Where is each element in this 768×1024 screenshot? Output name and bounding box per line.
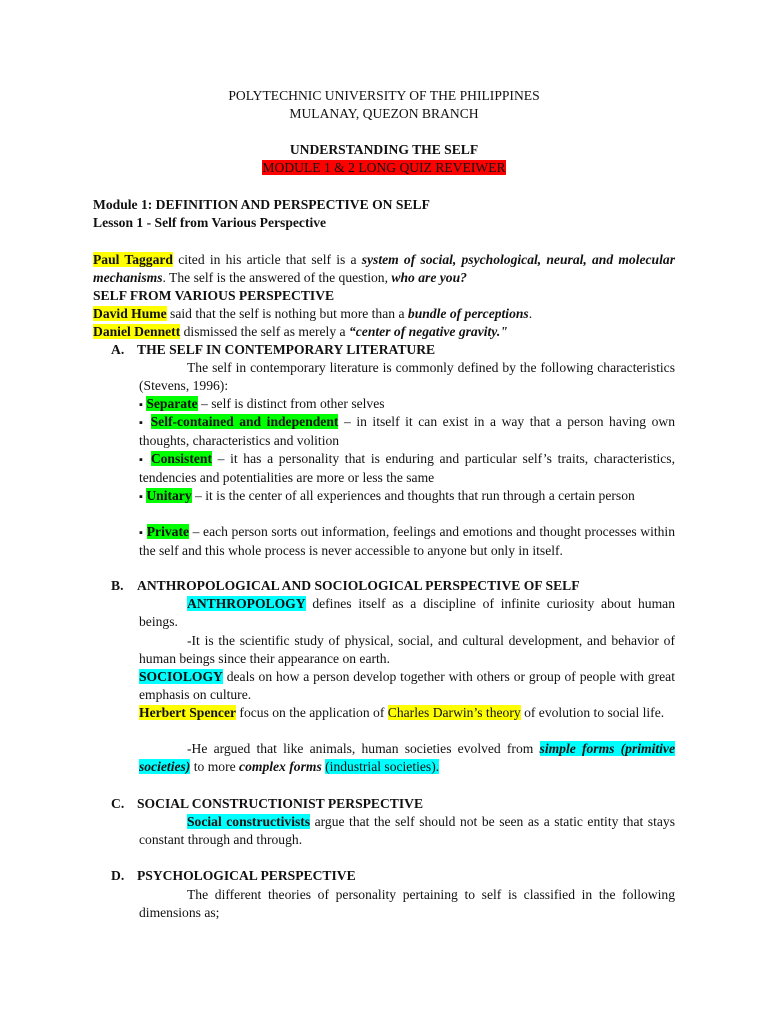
section-heading: SELF FROM VARIOUS PERSPECTIVE (93, 288, 335, 303)
section-a-item-5: ▪ Private – each person sorts out information, feelings and emotions and thought processes within the self and this whole process is never accessible to anyone but only in itself. (139, 524, 675, 559)
section-a-item-2: ▪ Self-contained and independent – in itself it can exist in a way that a person having own thoughts, characteristics and volition (139, 414, 675, 449)
section-a-item-1: ▪ Separate – self is distinct from other selves (139, 396, 385, 411)
university-name: POLYTECHNIC UNIVERSITY OF THE PHILIPPINES (228, 88, 540, 103)
section-d-paragraph: The different theories of personality pertaining to self is classified in the following dimensions as; (139, 887, 675, 921)
spencer-argument: -He argued that like animals, human societies evolved from simple forms (primitive societies) to more complex forms (industrial societies). (139, 741, 675, 775)
module-title: Module 1: DEFINITION AND PERSPECTIVE ON SELF (93, 197, 430, 212)
anthropology-definition: -It is the scientific study of physical, social, and cultural development, and behavior of human beings since their appearance on earth. (139, 633, 675, 667)
quiz-title: MODULE 1 & 2 LONG QUIZ REVEIWER (262, 160, 506, 175)
hume-line: David Hume said that the self is nothing but more than a bundle of perceptions. (93, 306, 533, 321)
branch-name: MULANAY, QUEZON BRANCH (289, 106, 479, 121)
section-c-heading: C. SOCIAL CONSTRUCTIONIST PERSPECTIVE (111, 796, 424, 811)
sociology-paragraph: SOCIOLOGY deals on how a person develop together with others or group of people with great emphasis on culture. (139, 669, 675, 703)
course-title: UNDERSTANDING THE SELF (289, 142, 479, 157)
anthropology-paragraph: ANTHROPOLOGY defines itself as a discipline of infinite curiosity about human beings. (139, 596, 675, 630)
section-a-item-3: ▪ Consistent – it has a personality that is enduring and particular self’s traits, characteristics, tendencies and potentialities are more or less the same (139, 451, 675, 486)
taggard-paragraph: Paul Taggard cited in his article that self is a system of social, psychological, neural, and molecular mechanisms. The self is the answered of the question, who are you? (93, 252, 675, 286)
taggard-name: Paul Taggard (93, 252, 173, 267)
dennett-line: Daniel Dennett dismissed the self as merely a “center of negative gravity." (93, 324, 508, 339)
spencer-paragraph: Herbert Spencer focus on the application of Charles Darwin’s theory of evolution to social life. (139, 705, 665, 720)
section-b-heading: B. ANTHROPOLOGICAL AND SOCIOLOGICAL PERSPECTIVE OF SELF (111, 578, 580, 593)
section-c-paragraph: Social constructivists argue that the self should not be seen as a static entity that stays constant through and through. (139, 814, 675, 848)
lesson-title: Lesson 1 - Self from Various Perspective (93, 215, 327, 230)
section-a-intro: The self in contemporary literature is commonly defined by the following characteristics (Stevens, 1996): (139, 360, 675, 394)
section-a-heading: A. THE SELF IN CONTEMPORARY LITERATURE (111, 342, 436, 357)
section-d-heading: D. PSYCHOLOGICAL PERSPECTIVE (111, 868, 356, 883)
section-a-item-4: ▪ Unitary – it is the center of all experiences and thoughts that run through a certain person (139, 488, 635, 503)
